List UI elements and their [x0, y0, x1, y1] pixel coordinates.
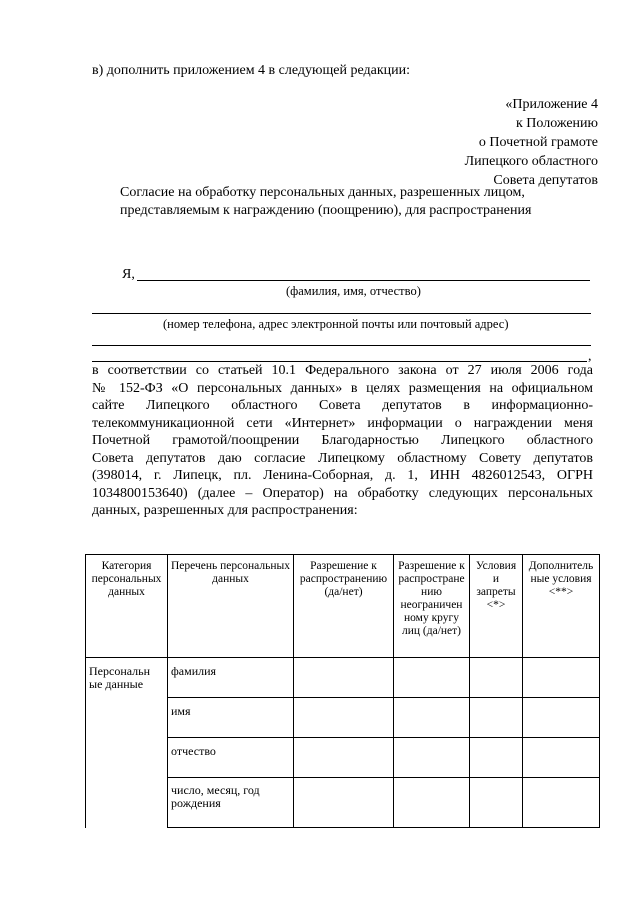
- additional-conditions-cell[interactable]: [523, 698, 600, 738]
- additional-conditions-cell[interactable]: [523, 778, 600, 828]
- appendix-header-line: к Положению: [515, 116, 598, 131]
- appendix-header-line: о Почетной грамоте: [478, 135, 598, 150]
- appendix-header-line: «Приложение 4: [505, 97, 598, 112]
- unlimited-permission-cell[interactable]: [394, 658, 470, 698]
- personal-data-table: [85, 554, 600, 828]
- paragraph-line: телекоммуникационной сети «Интернет» информации о награждении меня: [92, 415, 593, 431]
- permission-cell[interactable]: [294, 698, 394, 738]
- additional-conditions-cell[interactable]: [523, 738, 600, 778]
- header-category: Категория персональных данных: [86, 555, 168, 658]
- paragraph-line: в соответствии со статьей 10.1 Федерального закона от 27 июля 2006 года: [92, 363, 593, 378]
- appendix-header-line: Совета депутатов: [493, 173, 598, 188]
- paragraph-line: Почетной грамотой/поощрении Благодарностью Липецкого областного: [92, 433, 593, 448]
- paragraph-line: сайте Липецкого областного Совета депутатов в информационно-: [92, 398, 593, 413]
- header-additional-conditions: Дополнитель ные условия <**>: [523, 555, 600, 658]
- paragraph-line: № 152-ФЗ «О персональных данных» в целях размещения на официальном: [92, 380, 593, 396]
- paragraph-line: (398014, г. Липецк, пл. Ленина-Соборная, д. 1, ИНН 4826012543, ОГРН: [92, 468, 593, 483]
- appendix-header-line: Липецкого областного: [464, 154, 598, 169]
- category-cell: Персональн ые данные: [86, 658, 168, 828]
- data-item-cell: фамилия: [168, 658, 294, 698]
- conditions-cell[interactable]: [470, 738, 523, 778]
- header-unlimited-permission: Разрешение к распростране нию неограничен ному кругу лиц (да/нет): [394, 555, 470, 658]
- fio-input-line[interactable]: [137, 280, 590, 281]
- conditions-cell[interactable]: [470, 698, 523, 738]
- line-end-comma: ,: [588, 349, 592, 364]
- document-title-line-2: представляемым к награждению (поощрению), для распространения: [120, 203, 532, 218]
- contact-input-line[interactable]: [92, 313, 591, 314]
- data-item-cell: число, месяц, год рождения: [168, 778, 294, 828]
- data-item-cell: отчество: [168, 738, 294, 778]
- permission-cell[interactable]: [294, 738, 394, 778]
- paragraph-line: данных, разрешенных для распространения:: [92, 503, 358, 518]
- contact-input-line-2[interactable]: [92, 345, 591, 346]
- document-title-line-1: Согласие на обработку персональных данных, разрешенных лицом,: [120, 185, 525, 200]
- unlimited-permission-cell[interactable]: [394, 738, 470, 778]
- conditions-cell[interactable]: [470, 658, 523, 698]
- permission-cell[interactable]: [294, 658, 394, 698]
- amendment-line: в) дополнить приложением 4 в следующей редакции:: [92, 63, 411, 78]
- data-item-cell: имя: [168, 698, 294, 738]
- ya-label: Я,: [122, 267, 135, 282]
- unlimited-permission-cell[interactable]: [394, 778, 470, 828]
- paragraph-line: Совета депутатов даю согласие Липецкому областному Совету депутатов: [92, 450, 593, 466]
- paragraph-line: 1034800153640) (далее – Оператор) на обработку следующих персональных: [92, 485, 593, 501]
- conditions-cell[interactable]: [470, 778, 523, 828]
- contact-caption: (номер телефона, адрес электронной почты или почтовый адрес): [163, 317, 509, 331]
- header-data-list: Перечень персональных данных: [168, 555, 294, 658]
- consent-paragraph: [92, 362, 593, 520]
- appendix-header: [465, 95, 598, 190]
- header-permission: Разрешение к распространению (да/нет): [294, 555, 394, 658]
- unlimited-permission-cell[interactable]: [394, 698, 470, 738]
- fio-caption: (фамилия, имя, отчество): [286, 284, 421, 298]
- header-conditions: Условия и запреты <*>: [470, 555, 523, 658]
- table-row: [86, 658, 600, 698]
- permission-cell[interactable]: [294, 778, 394, 828]
- additional-conditions-cell[interactable]: [523, 658, 600, 698]
- table-header-row: [86, 555, 600, 658]
